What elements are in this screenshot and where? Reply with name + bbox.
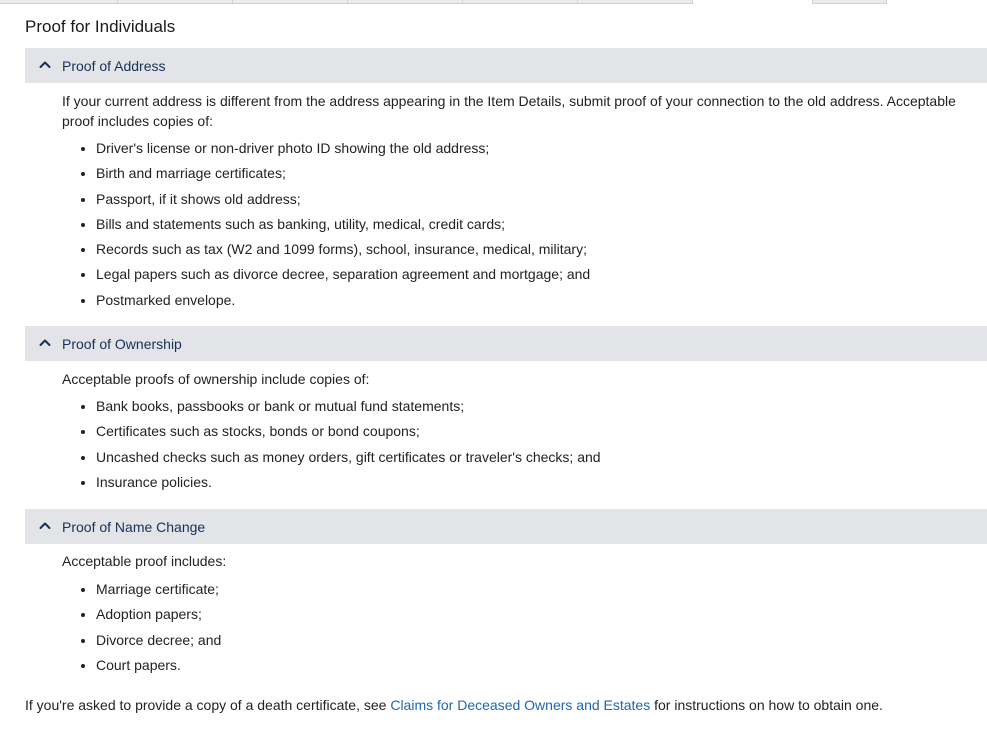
tab[interactable] — [233, 0, 348, 4]
tab[interactable] — [348, 0, 463, 4]
chevron-up-icon — [38, 519, 52, 533]
panel-header-proof-of-address[interactable] — [25, 48, 987, 83]
panel-intro: Acceptable proofs of ownership include copies of: — [62, 371, 370, 387]
list-item: • Uncashed checks such as money orders, gift certificates or traveler's checks; and — [96, 447, 601, 472]
list-item: • Bills and statements such as banking, utility, medical, credit cards; — [96, 214, 590, 239]
proof-of-name-change-list — [62, 579, 221, 680]
list-item: • Records such as tax (W2 and 1099 forms), school, insurance, medical, military; — [96, 239, 590, 264]
tab[interactable] — [463, 0, 578, 4]
proof-of-ownership-list — [62, 396, 601, 497]
panel-title: Proof of Name Change — [62, 518, 206, 535]
top-tab-strip — [0, 0, 987, 4]
footer-note — [25, 696, 883, 714]
list-item: • Certificates such as stocks, bonds or bond coupons; — [96, 421, 601, 446]
list-item: • Court papers. — [96, 655, 221, 680]
footer-prefix: If you're asked to provide a copy of a death certificate, see — [25, 697, 391, 713]
panel-intro: If your current address is different from the address appearing in the Item Details, submit proof of your connection to the old address. Acceptable proof includes copies of: — [62, 93, 956, 129]
panel-intro: Acceptable proof includes: — [62, 553, 227, 569]
list-item: • Insurance policies. — [96, 472, 601, 497]
chevron-up-icon — [38, 58, 52, 72]
list-item: • Passport, if it shows old address; — [96, 189, 590, 214]
panel-title: Proof of Ownership — [62, 335, 182, 352]
footer-suffix: for instructions on how to obtain one. — [650, 697, 883, 713]
list-item: • Adoption papers; — [96, 604, 221, 629]
list-item: • Driver's license or non-driver photo ID showing the old address; — [96, 138, 590, 163]
page-title: Proof for Individuals — [25, 17, 176, 36]
panel-header-proof-of-ownership[interactable] — [25, 326, 987, 361]
list-item: • Divorce decree; and — [96, 630, 221, 655]
tab-active[interactable] — [693, 0, 813, 4]
panel-header-proof-of-name-change[interactable] — [25, 509, 987, 544]
tab[interactable] — [0, 0, 118, 4]
list-item: • Legal papers such as divorce decree, separation agreement and mortgage; and — [96, 264, 590, 289]
list-item: • Postmarked envelope. — [96, 290, 590, 315]
proof-of-address-list — [62, 138, 590, 315]
list-item: • Birth and marriage certificates; — [96, 163, 590, 188]
tab[interactable] — [813, 0, 887, 4]
panel-title: Proof of Address — [62, 57, 166, 74]
chevron-up-icon — [38, 336, 52, 350]
tab[interactable] — [578, 0, 693, 4]
list-item: • Marriage certificate; — [96, 579, 221, 604]
tab[interactable] — [118, 0, 233, 4]
deceased-owners-link[interactable]: Claims for Deceased Owners and Estates — [390, 697, 651, 713]
list-item: • Bank books, passbooks or bank or mutual fund statements; — [96, 396, 601, 421]
